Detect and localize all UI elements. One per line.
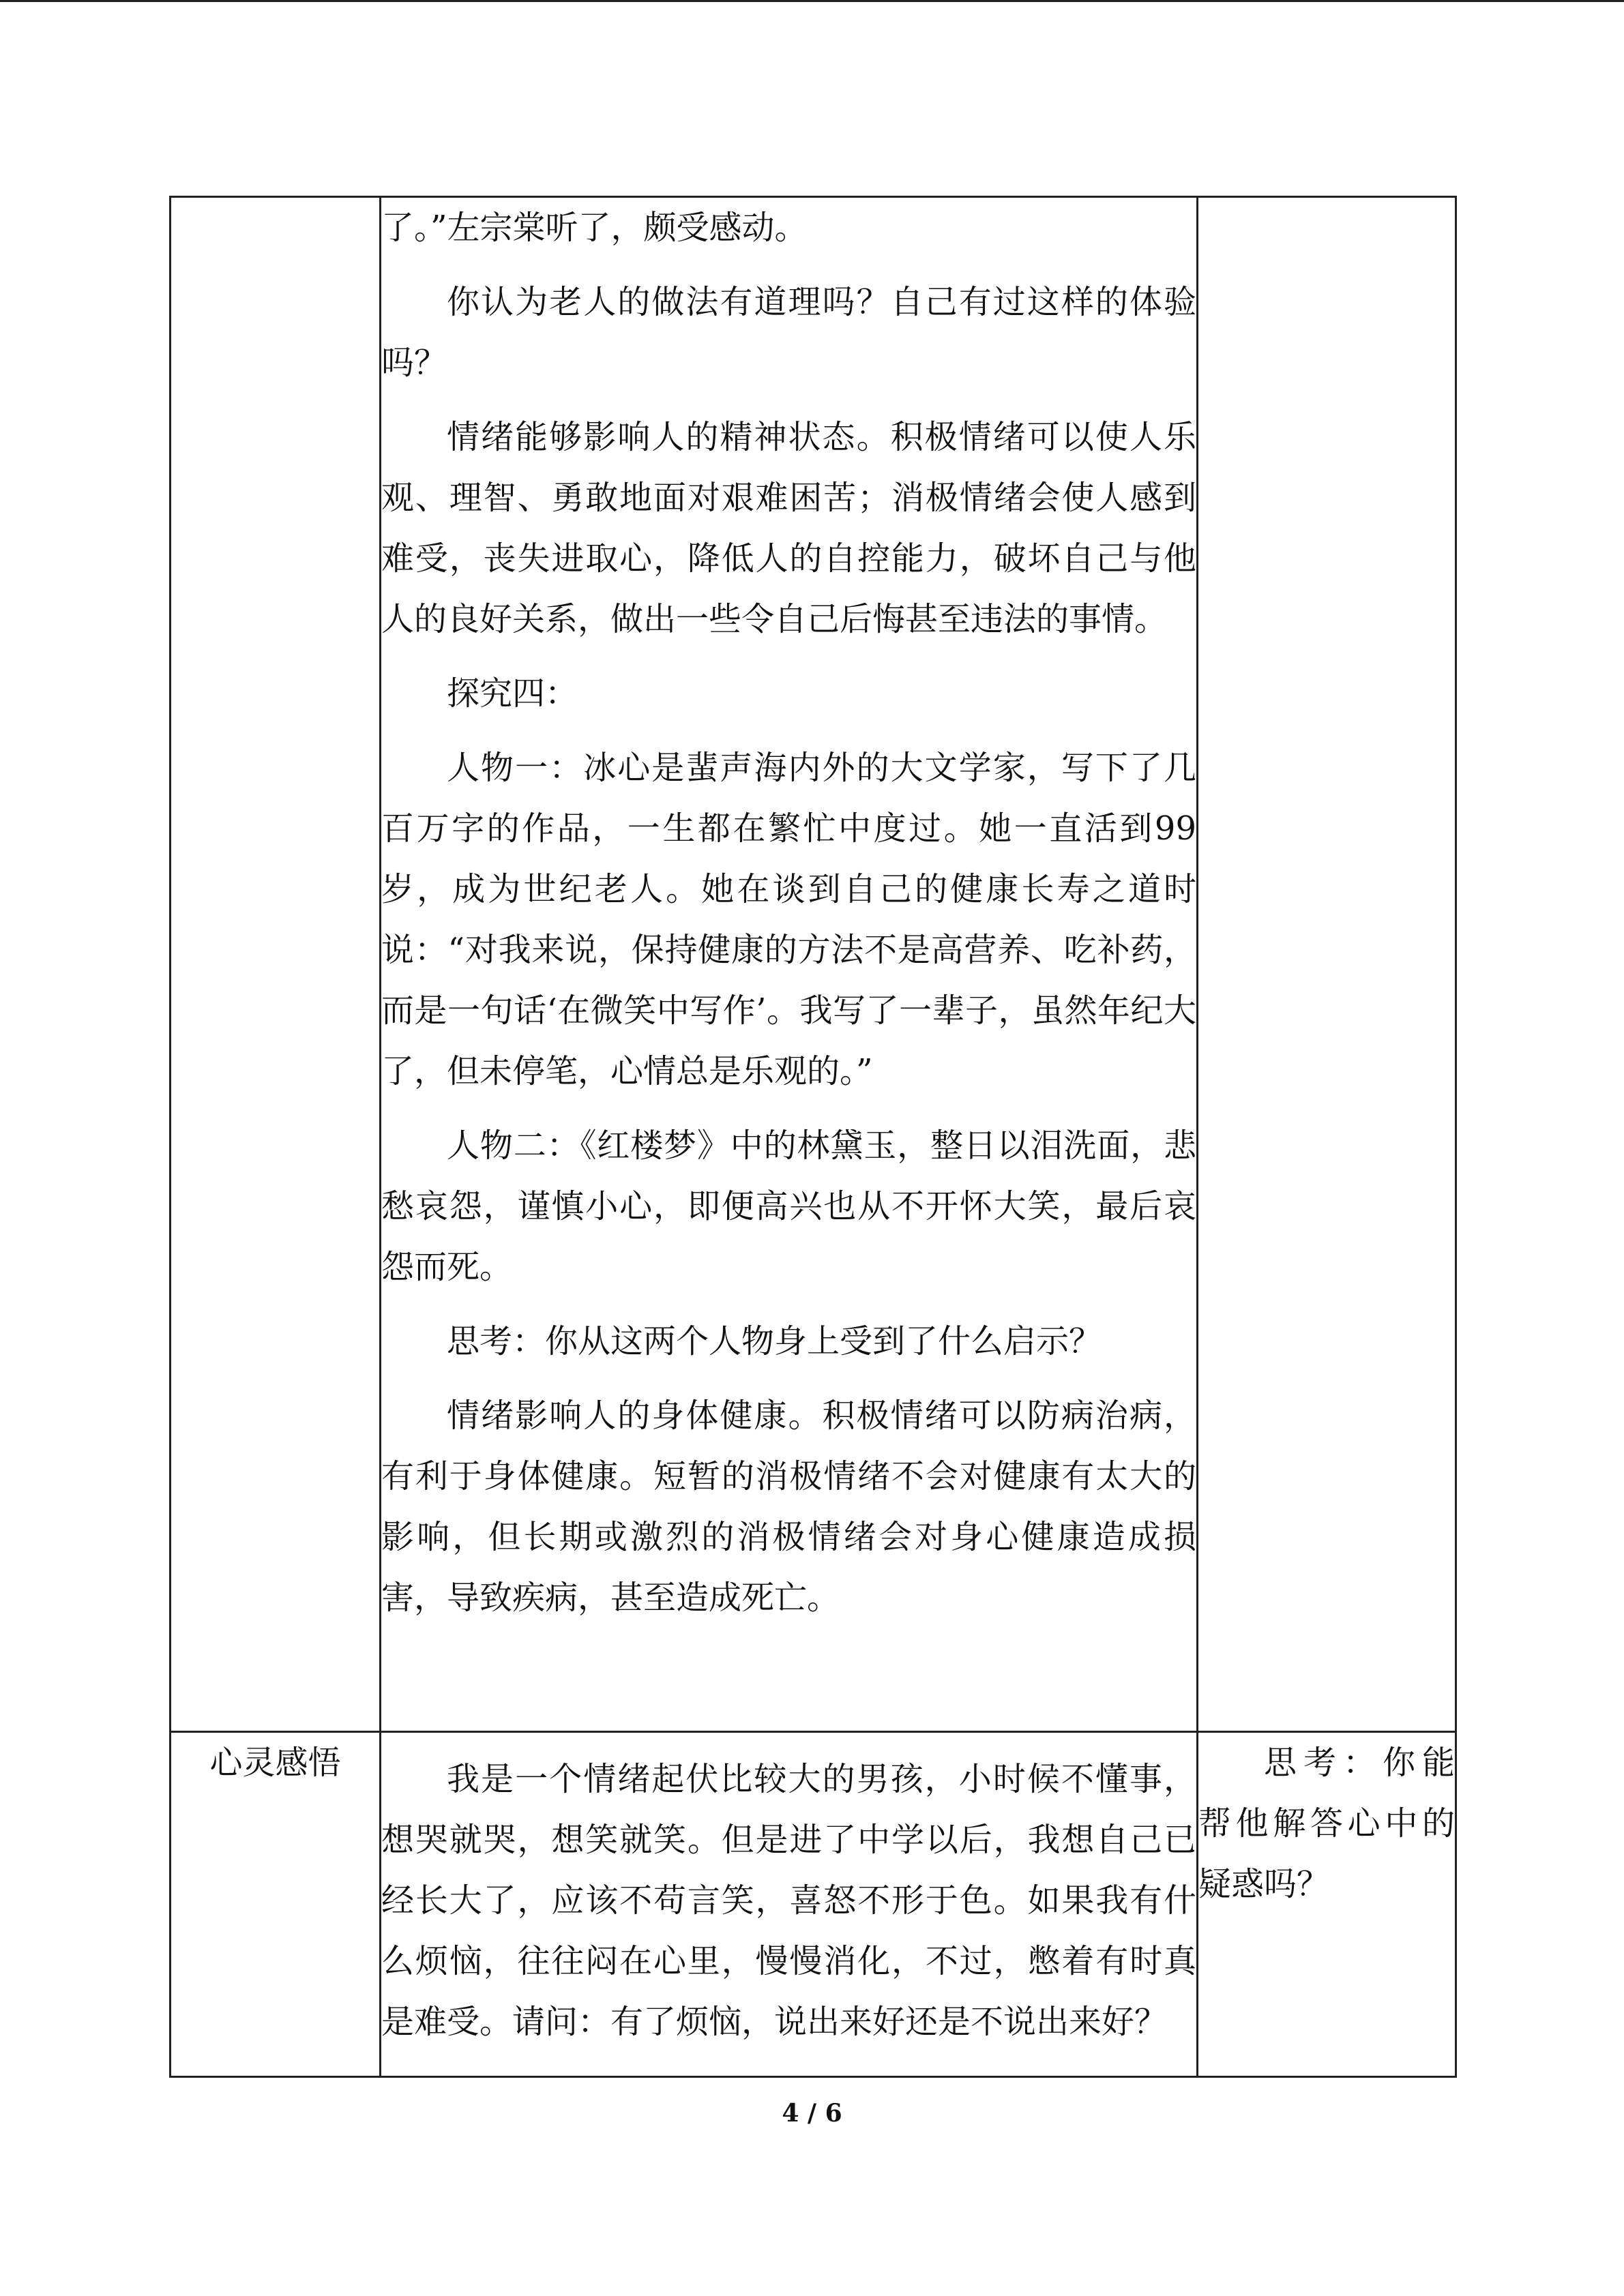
paragraph: 情绪能够影响人的精神状态。积极情绪可以使人乐观、理智、勇敢地面对艰难困苦；消极情绪会使人感到难受，丧失进取心，降低人的自控能力，破坏自己与他人的良好关系，做出一些令自己后悔甚至违法的事情。 bbox=[381, 418, 1196, 638]
paragraph: 探究四： bbox=[447, 674, 578, 713]
paragraph: 你认为老人的做法有道理吗？自己有过这样的体验吗？ bbox=[381, 283, 1196, 382]
side-note-text: 思考：你能帮他解答心中的疑惑吗？ bbox=[1198, 1744, 1455, 1903]
paragraph: 人物二：《红楼梦》中的林黛玉，整日以泪洗面，悲愁哀怨，谨慎小心，即便高兴也从不开怀大笑，最后哀怨而死。 bbox=[381, 1127, 1196, 1286]
paragraph: 了。”左宗棠听了，颇受感动。 bbox=[381, 209, 808, 247]
page-number: 4 / 6 bbox=[782, 2099, 842, 2128]
lesson-table bbox=[169, 196, 1457, 2078]
page-top-border bbox=[0, 0, 1624, 2]
side-note bbox=[1198, 197, 1456, 1732]
paragraph: 我是一个情绪起伏比较大的男孩，小时候不懂事，想哭就哭，想笑就笑。但是进了中学以后，我想自己已经长大了，应该不苟言笑，喜怒不形于色。如果我有什么烦恼，往往闷在心里，慢慢消化，不过，憋着有时真是难受。请问：有了烦恼，说出来好还是不说出来好？ bbox=[381, 1760, 1196, 2041]
paragraph: 人物一：冰心是蜚声海内外的大文学家，写下了几百万字的作品，一生都在繁忙中度过。她一直活到99岁，成为世纪老人。她在谈到自己的健康长寿之道时说：“对我来说，保持健康的方法不是高营养、吃补药，而是一句话‘在微笑中写作’。我写了一辈子，虽然年纪大了，但未停笔，心情总是乐观的。” bbox=[381, 749, 1196, 1090]
table-row bbox=[171, 197, 1456, 1732]
paragraph: 思考：你从这两个人物身上受到了什么启示？ bbox=[447, 1322, 1102, 1360]
table-row bbox=[171, 1732, 1456, 2077]
row-label: 心灵感悟 bbox=[171, 1732, 381, 2077]
row-label bbox=[171, 197, 381, 1732]
activity-content bbox=[381, 1732, 1198, 2077]
paragraph: 情绪影响人的身体健康。积极情绪可以防病治病，有利于身体健康。短暂的消极情绪不会对健康有太大的影响，但长期或激烈的消极情绪会对身心健康造成损害，导致疾病，甚至造成死亡。 bbox=[381, 1397, 1196, 1617]
side-note bbox=[1198, 1732, 1456, 2077]
activity-content bbox=[381, 197, 1198, 1732]
